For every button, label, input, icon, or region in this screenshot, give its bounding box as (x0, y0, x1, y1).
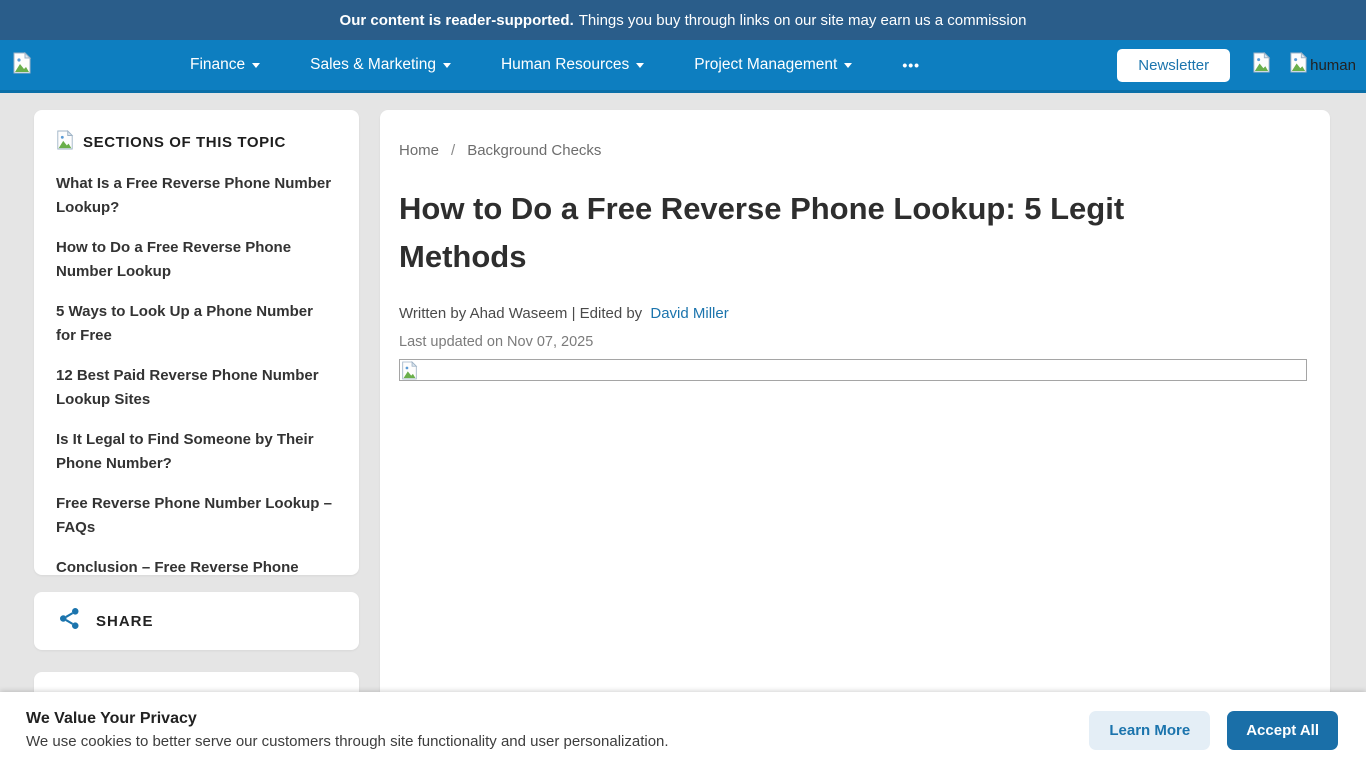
cookie-title: We Value Your Privacy (26, 710, 197, 727)
accept-all-button[interactable]: Accept All (1227, 711, 1338, 750)
broken-image-icon (1252, 52, 1271, 78)
section-link-12-best[interactable]: 12 Best Paid Reverse Phone Number Lookup Sites (56, 367, 319, 408)
nav-more-menu[interactable]: ••• (902, 57, 921, 73)
nav-item-finance[interactable] (190, 56, 260, 74)
byline-text: Written by Ahad Waseem | Edited by (399, 305, 643, 322)
breadcrumb-separator: / (451, 142, 456, 159)
learn-more-button[interactable]: Learn More (1089, 711, 1210, 750)
section-link-how-to[interactable]: How to Do a Free Reverse Phone Number Lookup (56, 239, 292, 280)
nav-item-label: Sales & Marketing (310, 56, 436, 73)
broken-image-icon (56, 130, 74, 154)
section-link-faqs[interactable]: Free Reverse Phone Number Lookup – FAQs (56, 495, 332, 536)
nav-item-sales-marketing[interactable] (310, 56, 451, 74)
page-title: How to Do a Free Reverse Phone Lookup: 5 Legit Methods (399, 191, 1125, 274)
main-navbar (0, 40, 1366, 93)
newsletter-button[interactable]: Newsletter (1117, 49, 1230, 82)
section-link-5-ways[interactable]: 5 Ways to Look Up a Phone Number for Free (56, 303, 313, 344)
nav-search-link[interactable] (1252, 52, 1271, 78)
sections-heading-label: SECTIONS OF THIS TOPIC (83, 133, 286, 151)
banner-bold-text: Our content is reader-supported. (339, 11, 574, 29)
nav-item-project-management[interactable] (694, 56, 852, 74)
article-card (380, 110, 1330, 768)
nav-item-human-resources[interactable] (501, 56, 644, 74)
sections-of-topic-card (34, 110, 359, 575)
section-link-what-is[interactable]: What Is a Free Reverse Phone Number Lookup? (56, 175, 332, 216)
chevron-down-icon (636, 63, 644, 68)
nav-item-label: Project Management (694, 56, 838, 73)
cookie-consent-banner (0, 692, 1366, 768)
avatar-alt-text: human (1310, 56, 1356, 74)
cookie-text-block (26, 710, 669, 750)
sidebar (34, 110, 359, 768)
breadcrumb (399, 142, 1311, 159)
nav-right-group (1117, 49, 1356, 82)
chevron-down-icon (844, 63, 852, 68)
nav-links (190, 56, 852, 74)
site-logo[interactable] (12, 52, 32, 79)
nav-item-label: Human Resources (500, 56, 630, 73)
share-button[interactable] (34, 592, 359, 650)
banner-regular-text: Things you buy through links on our site may earn us a commission (578, 11, 1027, 29)
section-link-is-it-legal[interactable]: Is It Legal to Find Someone by Their Phone Number? (56, 431, 314, 472)
sections-heading (56, 130, 337, 154)
section-link-conclusion[interactable]: Conclusion – Free Reverse Phone (56, 559, 299, 575)
editor-link[interactable]: David Miller (650, 305, 729, 322)
cookie-body-text: We use cookies to better serve our customers through site functionality and user personalization. (26, 733, 669, 750)
article-hero-image-broken (399, 359, 1307, 381)
chevron-down-icon (443, 63, 451, 68)
share-label: SHARE (96, 612, 154, 630)
cookie-buttons (1089, 711, 1340, 750)
account-avatar[interactable] (1289, 52, 1356, 78)
reader-supported-banner (0, 0, 1366, 40)
breadcrumb-home[interactable]: Home (399, 142, 440, 159)
share-icon (58, 607, 81, 635)
breadcrumb-category[interactable]: Background Checks (467, 142, 602, 159)
last-updated-text: Last updated on Nov 07, 2025 (399, 334, 594, 350)
nav-item-label: Finance (190, 56, 246, 73)
broken-image-icon (12, 52, 32, 79)
byline (399, 305, 1311, 322)
broken-image-icon (1289, 52, 1308, 78)
chevron-down-icon (252, 63, 260, 68)
broken-image-icon (401, 361, 418, 385)
